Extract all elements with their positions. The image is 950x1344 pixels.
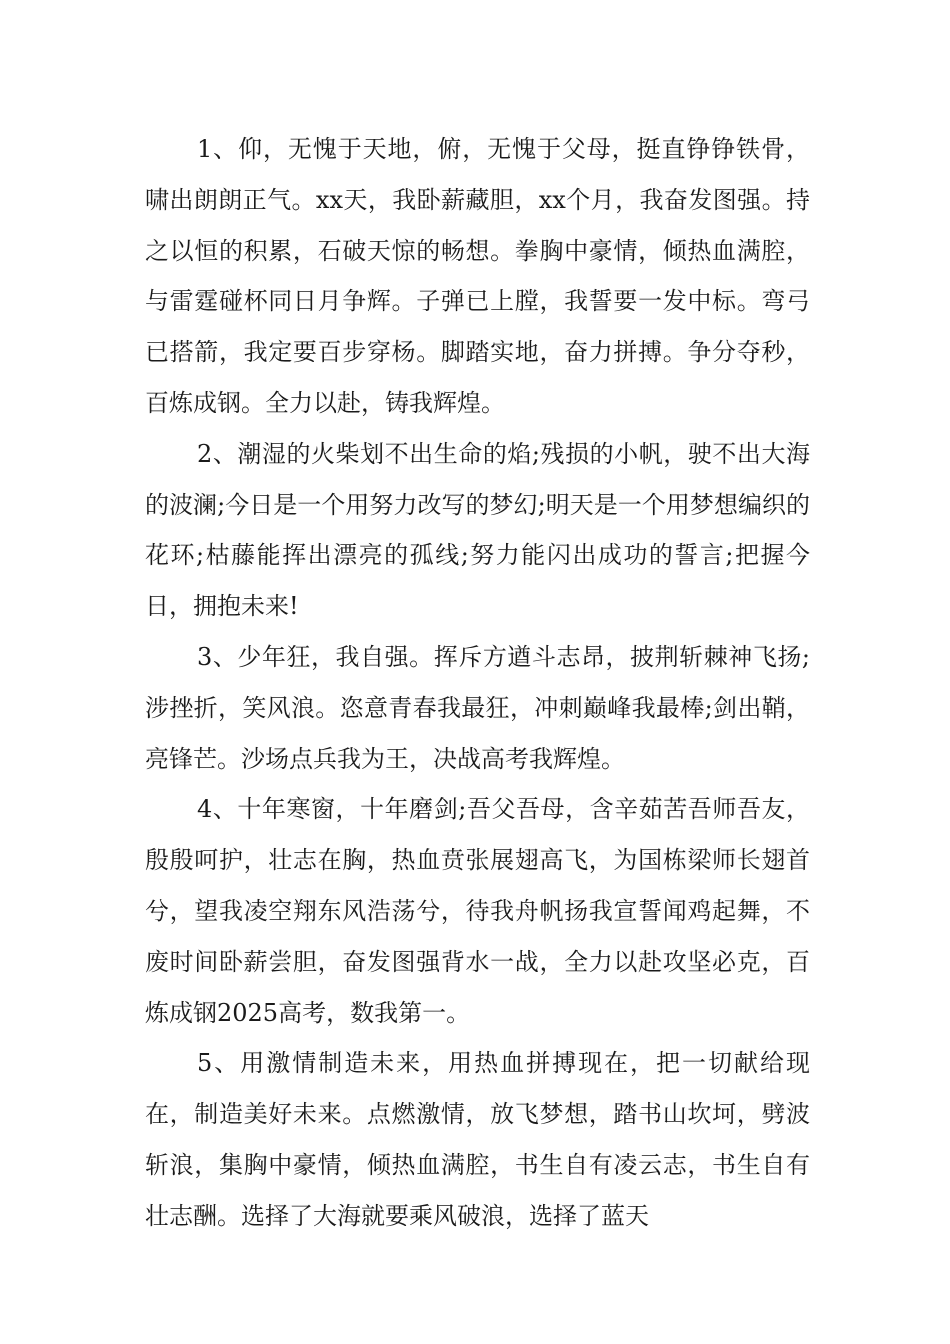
paragraph-5: 5、用激情制造未来，用热血拼搏现在，把一切献给现在，制造美好未来。点燃激情，放飞梦想，踏书山坎坷，劈波斩浪，集胸中豪情，倾热血满腔，书生自有凌云志，书生自有壮志酬。选择了大海就要乘风破浪，选择了蓝天 xyxy=(145,1049,810,1230)
document-body xyxy=(145,124,810,1242)
paragraph-4: 4、十年寒窗，十年磨剑;吾父吾母，含辛茹苦吾师吾友，殷殷呵护，壮志在胸，热血贲张展翅高飞，为国栋梁师长翅首兮，望我凌空翔东风浩荡兮，待我舟帆扬我宣誓闻鸡起舞，不废时间卧薪尝胆，奋发图强背水一战，全力以赴攻坚必克，百炼成钢2025高考，数我第一。 xyxy=(145,795,810,1027)
paragraph-1: 1、仰，无愧于天地，俯，无愧于父母，挺直铮铮铁骨，啸出朗朗正气。xx天，我卧薪藏胆，xx个月，我奋发图强。持之以恒的积累，石破天惊的畅想。拳胸中豪情，倾热血满腔，与雷霆碰杯同日月争辉。子弹已上膛，我誓要一发中标。弯弓已搭箭，我定要百步穿杨。脚踏实地，奋力拼搏。争分夺秒，百炼成钢。全力以赴，铸我辉煌。 xyxy=(145,135,810,417)
paragraph-3: 3、少年狂，我自强。挥斥方遒斗志昂，披荆斩棘神飞扬;涉挫折，笑风浪。恣意青春我最狂，冲刺巅峰我最棒;剑出鞘，亮锋芒。沙场点兵我为王，决战高考我辉煌。 xyxy=(145,642,810,773)
paragraph-2: 2、潮湿的火柴划不出生命的焰;残损的小帆，驶不出大海的波澜;今日是一个用努力改写的梦幻;明天是一个用梦想编织的花环;枯藤能挥出漂亮的孤线;努力能闪出成功的誓言;把握今日，拥抱未来! xyxy=(145,439,810,621)
